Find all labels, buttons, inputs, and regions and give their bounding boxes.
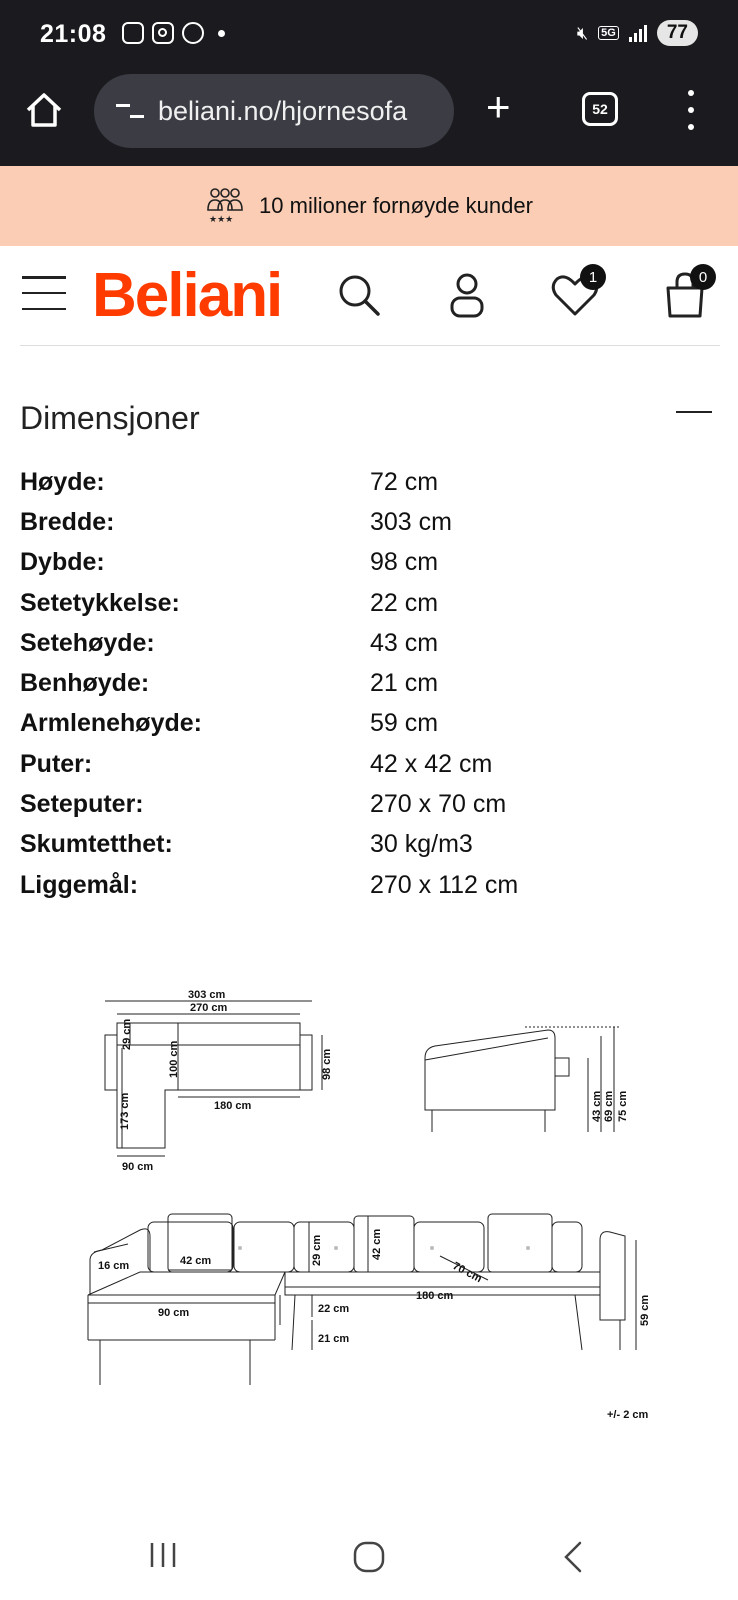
spec-row-seat-height	[20, 623, 720, 663]
spec-value: 98 cm	[370, 548, 439, 577]
spec-value: 22 cm	[370, 588, 439, 617]
front-view-right-arm	[600, 1232, 625, 1320]
dim-43: 43 cm	[591, 1090, 603, 1122]
cart-button[interactable]	[660, 270, 710, 320]
spec-value: 270 x 112 cm	[370, 870, 519, 899]
system-icons	[577, 20, 698, 46]
home-icon[interactable]	[24, 90, 64, 130]
dim-59: 59 cm	[639, 1294, 651, 1326]
promo-banner	[0, 166, 738, 246]
spec-value: 43 cm	[370, 628, 439, 657]
dim-100: 100 cm	[168, 1040, 180, 1078]
side-view-outline	[425, 1030, 555, 1110]
spec-label: Setehøyde:	[20, 628, 155, 657]
dim-29-front: 29 cm	[311, 1234, 323, 1266]
section-title: Dimensjoner	[20, 400, 200, 436]
spec-value: 59 cm	[370, 709, 439, 738]
network-5g-icon: 5G	[598, 26, 619, 40]
new-tab-button[interactable]: +	[486, 83, 511, 130]
status-time: 21:08	[40, 20, 107, 48]
spec-value: 30 kg/m3	[370, 830, 473, 859]
spec-label: Benhøyde:	[20, 669, 150, 698]
site-header	[0, 246, 738, 344]
dim-90: 90 cm	[122, 1161, 154, 1173]
dim-21: 21 cm	[318, 1333, 350, 1345]
spec-row-sleeping-area	[20, 865, 720, 905]
spec-label: Setetykkelse:	[20, 588, 180, 617]
battery-indicator: 77	[657, 20, 698, 46]
dim-180: 180 cm	[214, 1100, 252, 1112]
dim-90-front: 90 cm	[158, 1307, 190, 1319]
cart-count-badge: 0	[690, 264, 716, 290]
spec-row-pillows	[20, 744, 720, 784]
dim-270: 270 cm	[190, 1002, 228, 1014]
spec-row-leg-height	[20, 663, 720, 703]
dim-180-front: 180 cm	[416, 1290, 454, 1302]
customers-icon	[205, 186, 245, 226]
android-nav-bar	[0, 1510, 738, 1600]
browser-menu-button[interactable]	[686, 90, 696, 130]
spec-row-foam-density	[20, 825, 720, 865]
spec-label: Dybde:	[20, 548, 105, 577]
spec-label: Armlenehøyde:	[20, 709, 202, 738]
header-divider	[20, 345, 720, 346]
spec-row-width	[20, 502, 720, 542]
pillow-3	[488, 1214, 552, 1272]
dim-16: 16 cm	[98, 1260, 130, 1272]
spec-row-seat-thickness	[20, 583, 720, 623]
top-view-left-arm	[105, 1035, 117, 1090]
spec-label: Bredde:	[20, 507, 115, 536]
spec-label: Seteputer:	[20, 790, 144, 819]
signal-icon	[629, 24, 647, 42]
browser-toolbar	[0, 72, 738, 150]
spec-value: 21 cm	[370, 669, 439, 698]
dim-70: 70 cm	[450, 1260, 484, 1286]
spec-label: Skumtetthet:	[20, 830, 173, 859]
spec-label: Høyde:	[20, 467, 105, 496]
collapse-icon[interactable]	[676, 411, 712, 413]
pillow-2	[354, 1216, 414, 1272]
tab-switcher-button[interactable]: 52	[582, 92, 618, 126]
mute-icon: 🔇︎	[576, 22, 589, 43]
dim-42h: 42 cm	[180, 1255, 212, 1267]
dim-22: 22 cm	[318, 1303, 350, 1315]
dim-98: 98 cm	[321, 1048, 333, 1080]
recent-apps-icon[interactable]	[148, 1540, 178, 1570]
front-view-chaise	[88, 1272, 285, 1295]
dim-75: 75 cm	[617, 1090, 629, 1122]
beliani-logo[interactable]: Beliani	[92, 261, 282, 330]
sofa-dimension-diagram	[80, 990, 680, 1450]
top-view-outline	[117, 1023, 300, 1148]
spec-value: 270 x 70 cm	[370, 790, 507, 819]
browser-chrome	[0, 0, 738, 166]
search-icon[interactable]	[334, 270, 384, 320]
spec-value: 303 cm	[370, 507, 452, 536]
spec-label: Liggemål:	[20, 870, 139, 899]
svg-text:★★★: ★★★	[209, 214, 234, 224]
spec-value: 42 x 42 cm	[370, 749, 493, 778]
back-nav-icon[interactable]	[560, 1540, 586, 1574]
whatsapp-icon	[182, 22, 204, 44]
address-bar[interactable]	[94, 74, 454, 148]
dim-173: 173 cm	[119, 1092, 131, 1130]
account-icon[interactable]	[442, 270, 492, 320]
dimension-specs-list	[20, 462, 720, 905]
promo-text: 10 milioner fornøyde kunder	[259, 193, 533, 218]
url-text: beliani.no/hjornesofa	[158, 95, 408, 126]
status-bar	[0, 0, 738, 70]
dim-303: 303 cm	[188, 990, 226, 1001]
notification-icons	[122, 22, 225, 44]
instagram-icon	[152, 22, 174, 44]
spec-row-depth	[20, 543, 720, 583]
screenshot-icon	[122, 22, 144, 44]
dim-29: 29 cm	[121, 1018, 133, 1050]
top-view-right-arm	[300, 1035, 312, 1090]
spec-value: 72 cm	[370, 467, 439, 496]
tolerance-note: +/- 2 cm	[607, 1409, 649, 1421]
dim-42v: 42 cm	[371, 1228, 383, 1260]
spec-row-armrest-height	[20, 704, 720, 744]
wishlist-count-badge: 1	[580, 264, 606, 290]
more-notifications-dot	[218, 30, 225, 37]
spec-label: Puter:	[20, 749, 93, 778]
spec-row-seat-cushions	[20, 784, 720, 824]
site-settings-icon[interactable]	[116, 100, 144, 122]
wishlist-button[interactable]	[550, 270, 600, 320]
spec-row-height	[20, 462, 720, 502]
home-nav-icon[interactable]	[352, 1540, 386, 1574]
dim-69: 69 cm	[603, 1090, 615, 1122]
hamburger-menu-icon[interactable]	[22, 276, 66, 310]
